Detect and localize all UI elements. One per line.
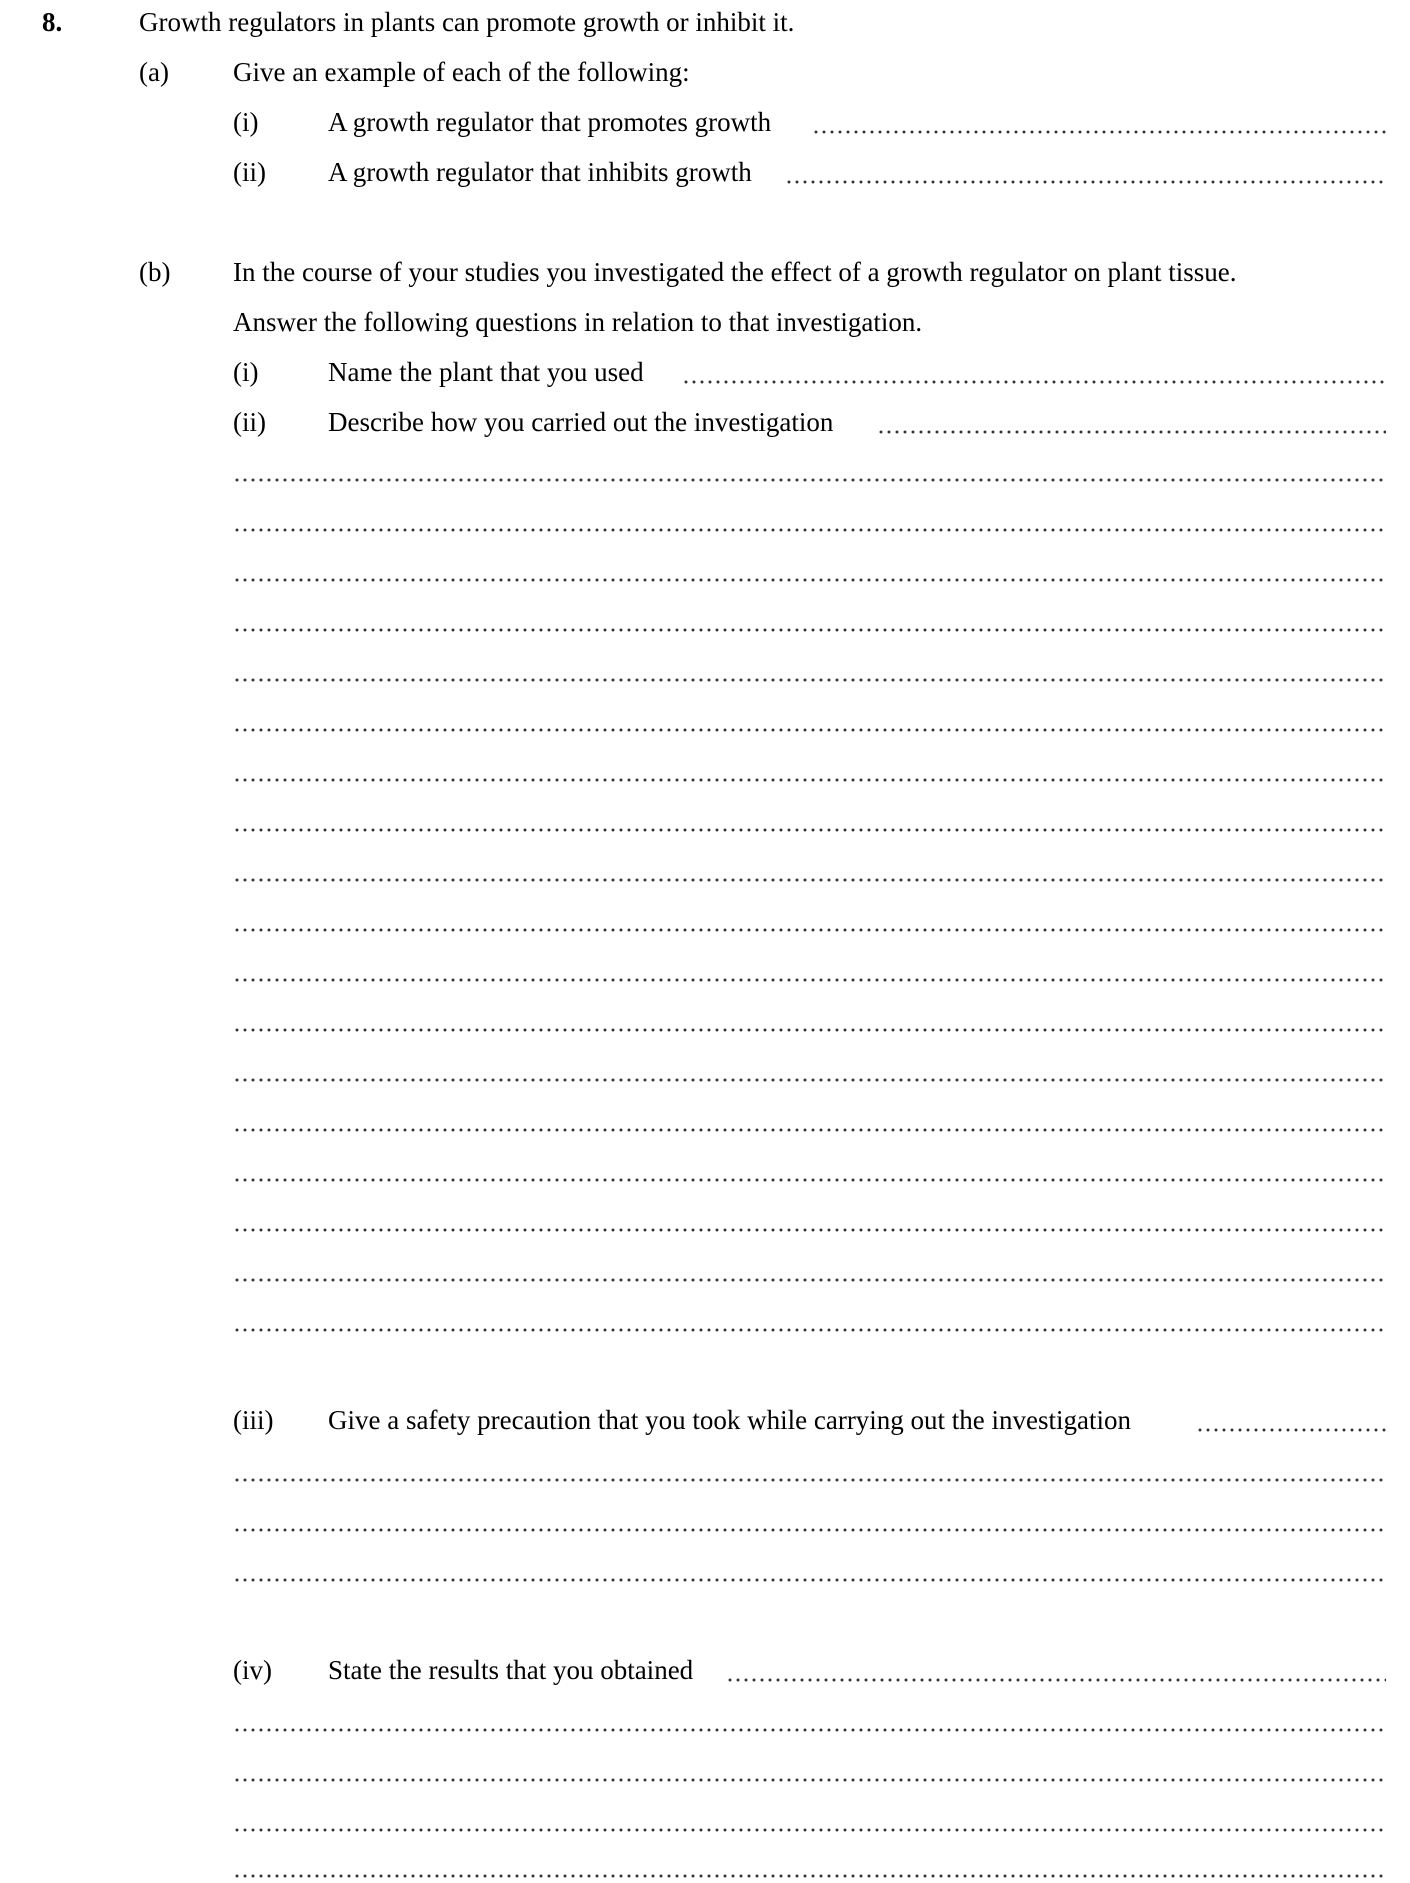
answer-line-b-iii-2[interactable] xyxy=(233,1528,1386,1532)
part-a-i-label: (i) xyxy=(233,107,259,137)
answer-line-b-ii-15[interactable] xyxy=(233,1178,1386,1182)
answer-line-b-ii-17[interactable] xyxy=(233,1278,1386,1282)
part-a-label: (a) xyxy=(139,57,169,87)
answer-line-b-iii[interactable] xyxy=(1196,1428,1386,1432)
answer-line-b-i[interactable] xyxy=(682,380,1386,384)
part-b-iii-label: (iii) xyxy=(233,1405,274,1435)
answer-line-b-iv[interactable] xyxy=(726,1678,1386,1682)
answer-line-b-ii-7[interactable] xyxy=(233,778,1386,782)
answer-line-b-iii-3[interactable] xyxy=(233,1578,1386,1582)
part-b-i-text: Name the plant that you used xyxy=(328,357,644,387)
answer-line-b-ii-8[interactable] xyxy=(233,828,1386,832)
part-b-iv-label: (iv) xyxy=(233,1655,272,1685)
answer-line-a-ii[interactable] xyxy=(785,180,1386,184)
answer-line-b-ii-9[interactable] xyxy=(233,878,1386,882)
answer-line-b-ii[interactable] xyxy=(877,430,1386,434)
part-a-text: Give an example of each of the following: xyxy=(233,57,690,87)
part-b-iv-text: State the results that you obtained xyxy=(328,1655,694,1685)
answer-line-b-iii-1[interactable] xyxy=(233,1478,1386,1482)
answer-line-b-iv-2[interactable] xyxy=(233,1778,1386,1782)
part-b-line2: Answer the following questions in relation to that investigation. xyxy=(233,307,923,337)
part-b-iii-text: Give a safety precaution that you took while carrying out the investigation xyxy=(328,1405,1132,1435)
part-b-line1: In the course of your studies you investigated the effect of a growth regulator on plant tissue. xyxy=(233,257,1237,287)
answer-line-b-ii-10[interactable] xyxy=(233,928,1386,932)
answer-line-b-ii-1[interactable] xyxy=(233,478,1386,482)
answer-line-b-ii-16[interactable] xyxy=(233,1228,1386,1232)
answer-line-b-ii-3[interactable] xyxy=(233,578,1386,582)
answer-line-b-ii-18[interactable] xyxy=(233,1328,1386,1332)
question-number: 8. xyxy=(42,7,63,37)
answer-line-b-ii-4[interactable] xyxy=(233,628,1386,632)
part-b-ii-label: (ii) xyxy=(233,407,266,437)
answer-line-b-ii-5[interactable] xyxy=(233,678,1386,682)
answer-line-b-ii-6[interactable] xyxy=(233,728,1386,732)
part-a-i-text: A growth regulator that promotes growth xyxy=(328,107,772,137)
answer-line-b-ii-12[interactable] xyxy=(233,1028,1386,1032)
part-b-label: (b) xyxy=(139,257,171,287)
part-b-ii-text: Describe how you carried out the investigation xyxy=(328,407,834,437)
part-b-i-label: (i) xyxy=(233,357,259,387)
answer-line-b-iv-1[interactable] xyxy=(233,1728,1386,1732)
answer-line-a-i[interactable] xyxy=(812,130,1386,134)
part-a-ii-label: (ii) xyxy=(233,157,266,187)
answer-line-b-ii-14[interactable] xyxy=(233,1128,1386,1132)
answer-line-b-iv-3[interactable] xyxy=(233,1828,1386,1832)
answer-line-b-ii-2[interactable] xyxy=(233,528,1386,532)
answer-line-b-ii-11[interactable] xyxy=(233,978,1386,982)
part-a-ii-text: A growth regulator that inhibits growth xyxy=(328,157,752,187)
answer-line-b-ii-13[interactable] xyxy=(233,1078,1386,1082)
question-stem: Growth regulators in plants can promote growth or inhibit it. xyxy=(139,7,795,37)
answer-line-b-iv-4[interactable] xyxy=(233,1874,1386,1878)
